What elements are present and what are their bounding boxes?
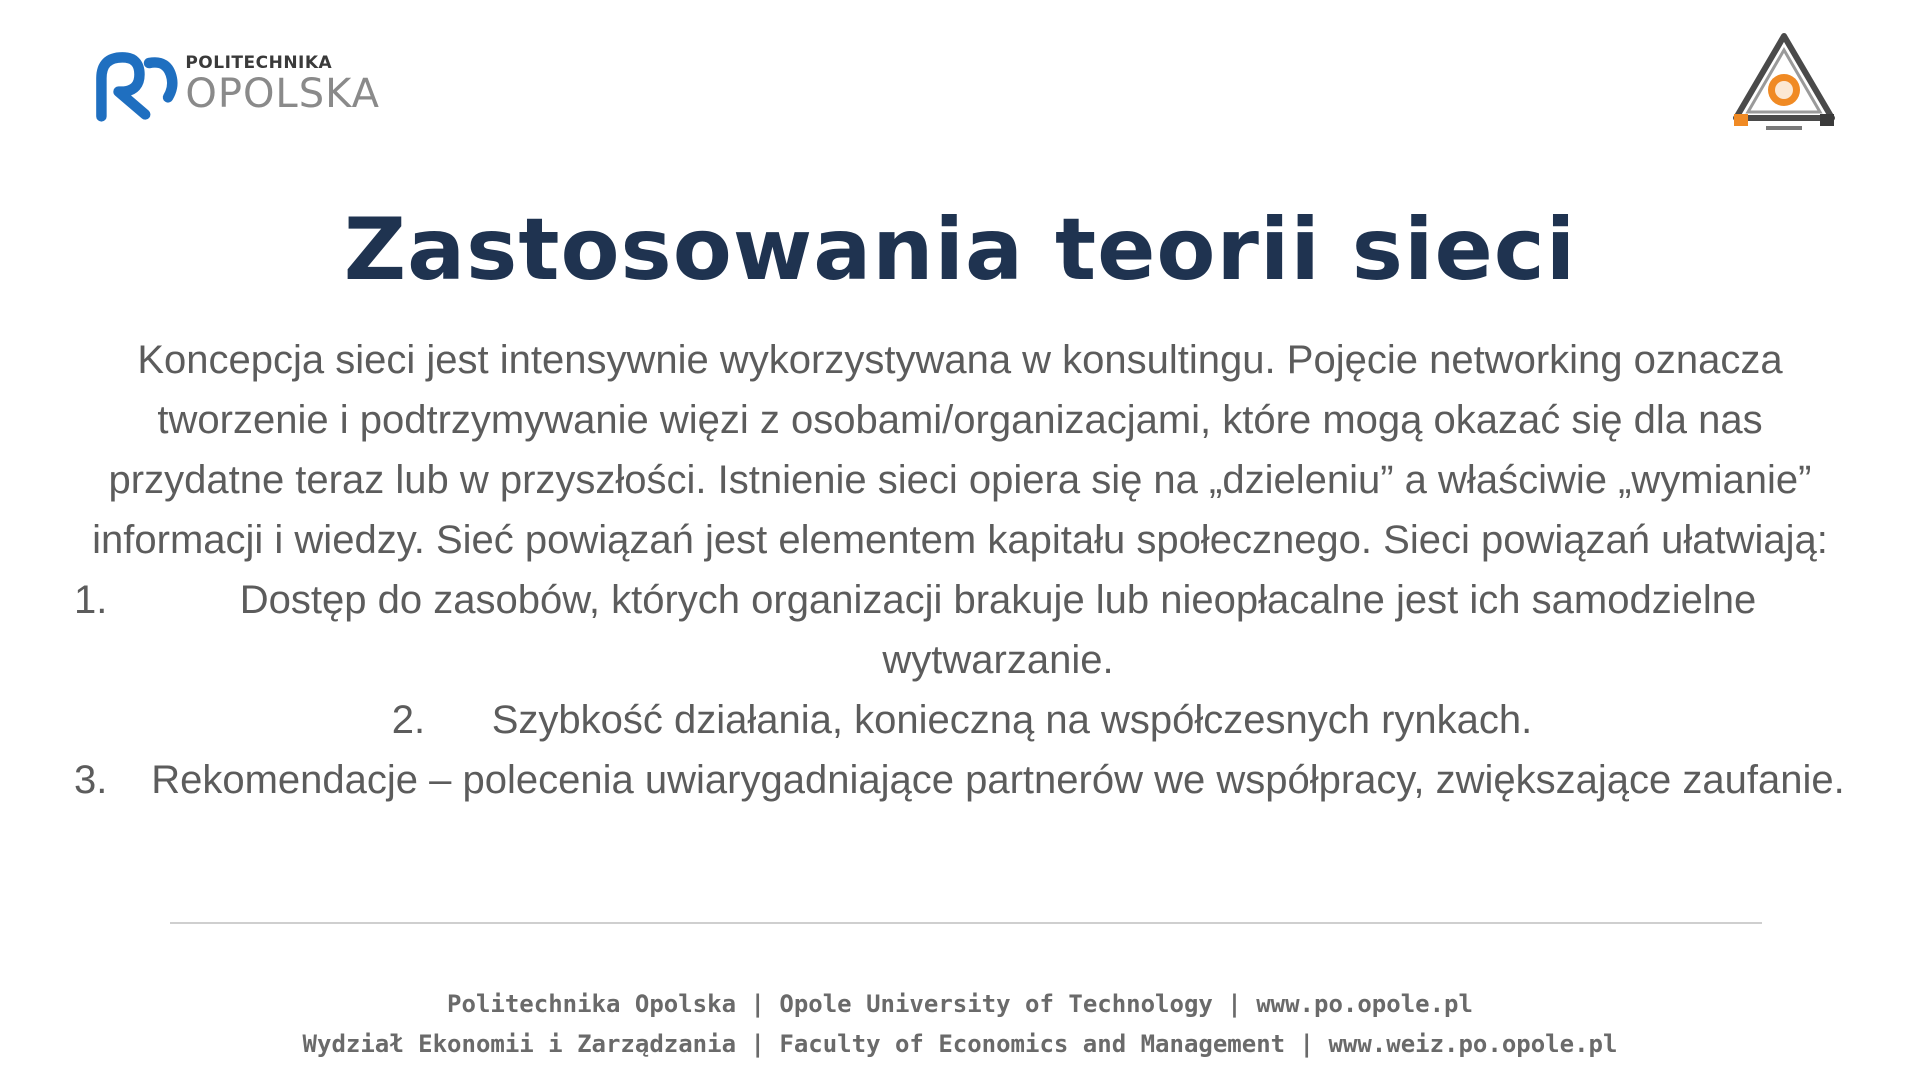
footer-line-university: Politechnika Opolska | Opole University of Technology | www.po.opole.pl xyxy=(447,990,1473,1018)
footer-divider xyxy=(170,922,1762,924)
logo-small-text: POLITECHNIKA xyxy=(185,52,333,73)
slide-title: Zastosowania teorii sieci xyxy=(343,200,1577,300)
list-item xyxy=(70,750,1850,810)
list-item xyxy=(70,690,1850,750)
university-logo xyxy=(90,44,380,124)
footer-line-faculty: Wydział Ekonomii i Zarządzania | Faculty of Economics and Management | www.weiz.po.opole.pl xyxy=(302,1030,1618,1058)
logo-big-text: OPOLSKA xyxy=(185,70,380,117)
logo-wordmark xyxy=(185,52,380,117)
intro-paragraph: Koncepcja sieci jest intensywnie wykorzystywana w konsultingu. Pojęcie networking oznacza tworzenie i podtrzymywanie więzi z osobami/organizacjami, które mogą okazać się dla nas przydatne teraz lub w przyszłości. Istnienie sieci opiera się na „dzieleniu” a właściwie „wymianie” informacji i wiedzy. Sieć powiązań jest elementem kapitału społecznego. Sieci powiązań ułatwiają: xyxy=(92,338,1828,562)
po-logo-mark-icon xyxy=(90,44,181,124)
list-item xyxy=(70,570,1850,690)
list-item-number: 2. xyxy=(391,698,426,742)
slide-body xyxy=(70,330,1850,810)
footer xyxy=(0,984,1920,1064)
list-item-number: 1. xyxy=(74,578,108,622)
benefits-list xyxy=(70,570,1850,810)
list-item-text: Szybkość działania, konieczną na współczesnych rynkach. xyxy=(491,698,1533,742)
list-item-text: Rekomendacje – polecenia uwiarygadniające partnerów we współpracy, zwiększające zaufanie. xyxy=(151,758,1845,802)
list-item-text: Dostęp do zasobów, których organizacji brakuje lub nieopłacalne jest ich samodzielne wytwarzanie. xyxy=(239,578,1757,682)
faculty-emblem-icon xyxy=(1726,28,1842,136)
list-item-number: 3. xyxy=(74,758,108,802)
